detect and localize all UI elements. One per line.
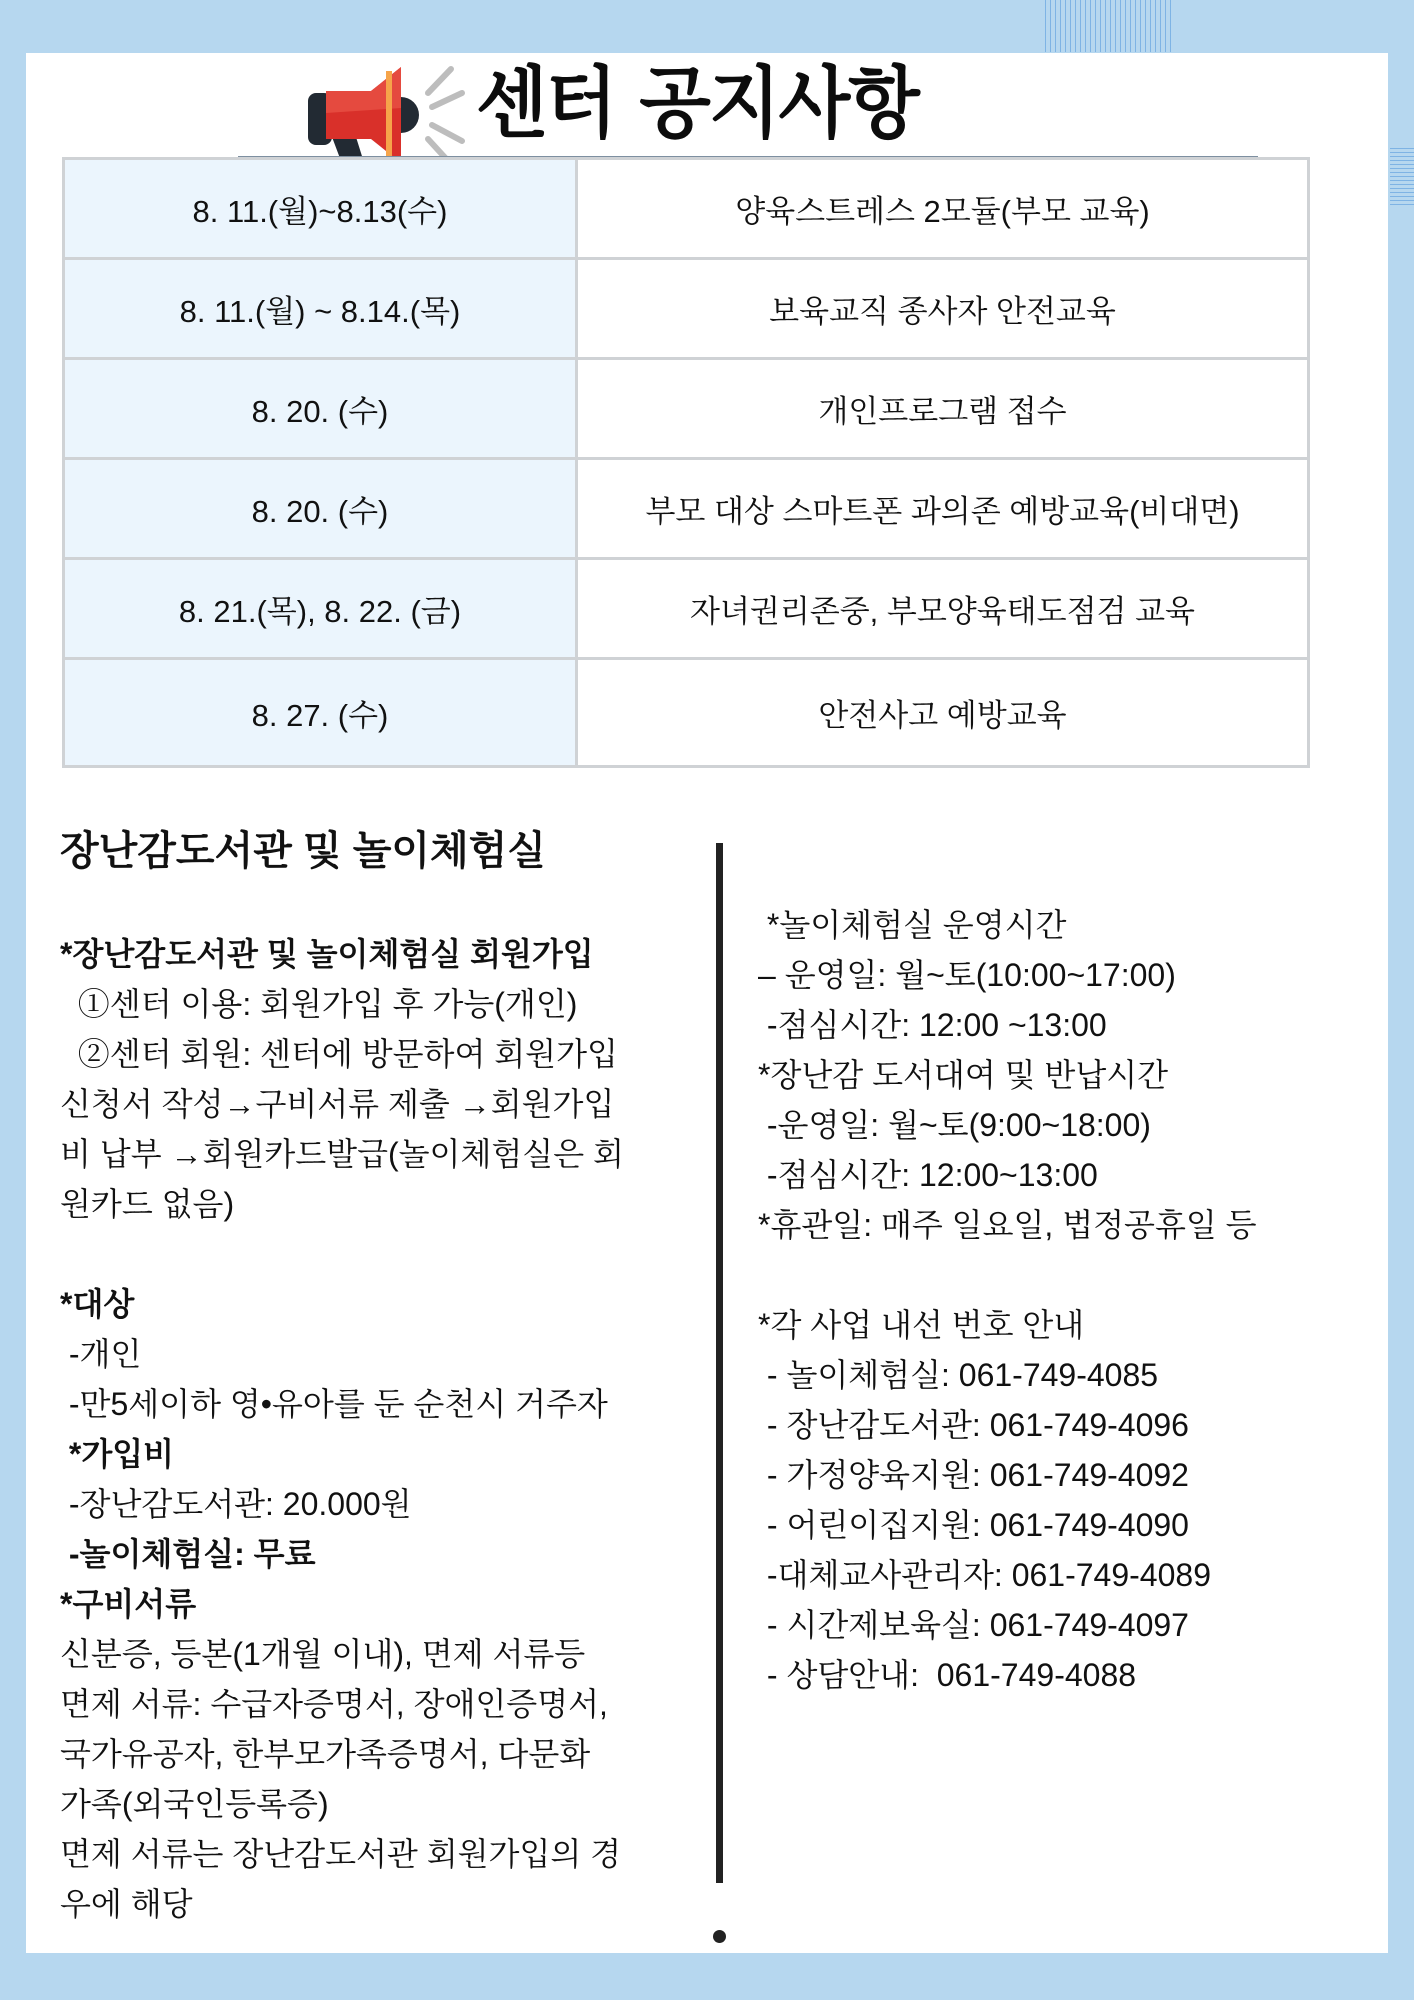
library-info-column	[60, 823, 700, 1929]
header	[26, 53, 1388, 157]
docs-heading: *구비서류	[60, 1586, 197, 1622]
docs-line: 국가유공자, 한부모가족증명서, 다문화	[60, 1736, 591, 1772]
target-heading: *대상	[60, 1286, 135, 1322]
docs-line: 신분증, 등본(1개월 이내), 면제 서류등	[60, 1636, 586, 1672]
date-cell: 8. 11.(월) ~ 8.14.(목)	[64, 259, 577, 359]
hours-line: – 운영일: 월~토(10:00~17:00)	[758, 957, 1176, 993]
date-cell: 8. 21.(목), 8. 22. (금)	[64, 559, 577, 659]
event-cell: 보육교직 종사자 안전교육	[577, 259, 1309, 359]
hours-line: -점심시간: 12:00~13:00	[758, 1157, 1098, 1193]
membership-line: 비 납부 →회원카드발급(놀이체험실은 회	[60, 1136, 624, 1172]
fee-heading: *가입비	[60, 1436, 175, 1472]
table-row	[64, 659, 1309, 767]
table-row	[64, 159, 1309, 259]
column-divider	[716, 843, 723, 1883]
membership-line: 원카드 없음)	[60, 1186, 235, 1222]
membership-heading: *장난감도서관 및 놀이체험실 회원가입	[60, 936, 594, 972]
event-cell: 개인프로그램 접수	[577, 359, 1309, 459]
phone-line: - 장난감도서관: 061-749-4096	[758, 1407, 1189, 1443]
divider-dot	[713, 1930, 726, 1943]
date-cell: 8. 20. (수)	[64, 359, 577, 459]
docs-line: 면제 서류: 수급자증명서, 장애인증명서,	[60, 1686, 608, 1722]
schedule-table	[62, 157, 1310, 768]
table-row	[64, 559, 1309, 659]
table-row	[64, 359, 1309, 459]
decorative-lines-top	[1045, 0, 1175, 52]
date-cell: 8. 11.(월)~8.13(수)	[64, 159, 577, 259]
docs-line: 가족(외국인등록증)	[60, 1786, 329, 1822]
hours-line: *놀이체험실 운영시간	[758, 907, 1067, 943]
phone-line: - 놀이체험실: 061-749-4085	[758, 1357, 1159, 1393]
page-title: 센터 공지사항	[476, 59, 918, 149]
table-row	[64, 459, 1309, 559]
target-line: -개인	[60, 1336, 142, 1372]
hours-info-column	[758, 900, 1358, 1700]
event-cell: 부모 대상 스마트폰 과의존 예방교육(비대면)	[577, 459, 1309, 559]
event-cell: 안전사고 예방교육	[577, 659, 1309, 767]
docs-line: 면제 서류는 장난감도서관 회원가입의 경	[60, 1836, 622, 1872]
hours-line: -점심시간: 12:00 ~13:00	[758, 1007, 1107, 1043]
membership-line: ②센터 회원: 센터에 방문하여 회원가입	[60, 1036, 618, 1072]
membership-line: 신청서 작성→구비서류 제출 →회원가입	[60, 1086, 615, 1122]
phone-line: - 시간제보육실: 061-749-4097	[758, 1607, 1189, 1643]
target-line: -만5세이하 영•유아를 둔 순천시 거주자	[60, 1386, 608, 1422]
fee-line-free: -놀이체험실: 무료	[60, 1536, 316, 1572]
fee-line: -장난감도서관: 20.000원	[60, 1486, 412, 1522]
date-cell: 8. 27. (수)	[64, 659, 577, 767]
decorative-lines-right	[1390, 145, 1414, 205]
megaphone-icon	[296, 53, 486, 169]
event-cell: 자녀권리존중, 부모양육태도점검 교육	[577, 559, 1309, 659]
notice-card	[26, 53, 1388, 1953]
docs-line: 우에 해당	[60, 1886, 193, 1922]
event-cell: 양육스트레스 2모듈(부모 교육)	[577, 159, 1309, 259]
phone-line: - 가정양육지원: 061-749-4092	[758, 1457, 1189, 1493]
date-cell: 8. 20. (수)	[64, 459, 577, 559]
hours-line: *휴관일: 매주 일요일, 법정공휴일 등	[758, 1207, 1257, 1243]
table-row	[64, 259, 1309, 359]
hours-line: -운영일: 월~토(9:00~18:00)	[758, 1107, 1151, 1143]
phone-line: -대체교사관리자: 061-749-4089	[758, 1557, 1211, 1593]
membership-line: ①센터 이용: 회원가입 후 가능(개인)	[60, 986, 578, 1022]
hours-line: *장난감 도서대여 및 반납시간	[758, 1057, 1169, 1093]
phone-line: - 상담안내: 061-749-4088	[758, 1657, 1137, 1693]
phone-line: - 어린이집지원: 061-749-4090	[758, 1507, 1189, 1543]
phones-heading: *각 사업 내선 번호 안내	[758, 1307, 1085, 1343]
section-title: 장난감도서관 및 놀이체험실	[60, 829, 546, 873]
